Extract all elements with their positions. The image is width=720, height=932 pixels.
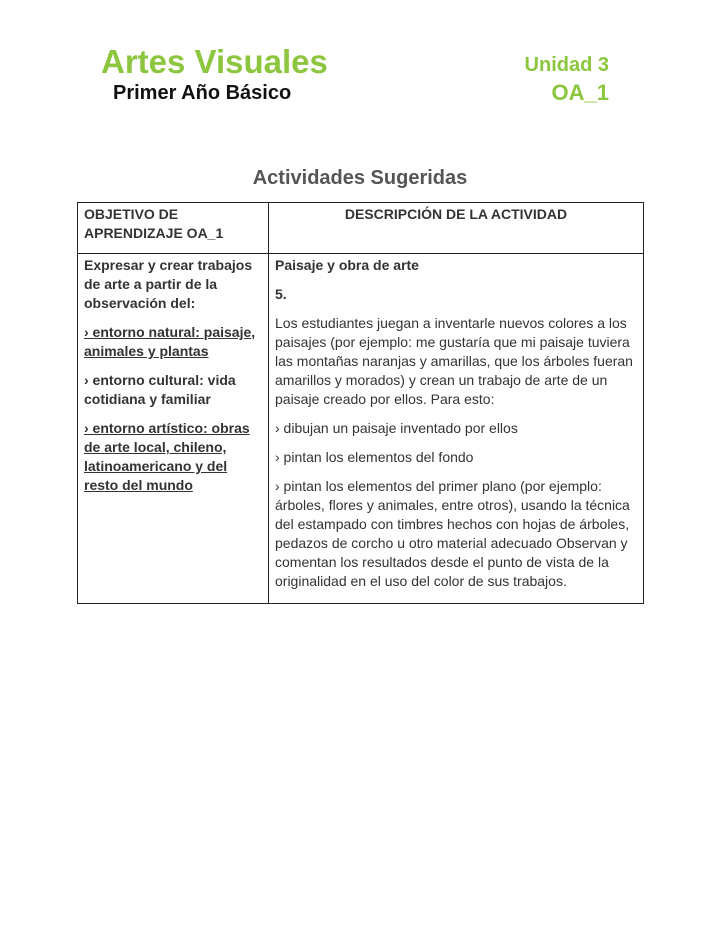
objective-item-cultural: › entorno cultural: vida cotidiana y familiar [84, 372, 236, 407]
activity-intro: Los estudiantes juegan a inventarle nuevos colores a los paisajes (por ejemplo: me gustaría que mi paisaje tuviera las montañas naranjas y amarillas, que los árboles fueran amarillos y morados) y crean un trabajo de arte de un paisaje creado por ellos. Para esto: [275, 315, 633, 407]
activity-step: › pintan los elementos del primer plano (por ejemplo: árboles, flores y animales, entre otros), usando la técnica del estampado con timbres hechos con hojas de árboles, pedazos de corcho u otro material adecuado Observan y comentan los resultados desde el punto de vista de la originalidad en el uso del color de sus trabajos. [275, 478, 630, 589]
activity-cell [269, 254, 644, 604]
activity-number: 5. [275, 286, 287, 302]
activity-header: DESCRIPCIÓN DE LA ACTIVIDAD [269, 203, 644, 254]
oa-label: OA_1 [551, 80, 609, 105]
table-row [78, 254, 644, 604]
unit-label: Unidad 3 [524, 54, 609, 76]
objective-item-natural: › entorno natural: paisaje, animales y plantas [84, 324, 256, 359]
objective-intro: Expresar y crear trabajos de arte a partir de la observación del: [84, 257, 253, 311]
activity-table [77, 202, 644, 604]
activity-title: Paisaje y obra de arte [275, 257, 419, 273]
document-title: Artes Visuales [101, 43, 328, 80]
section-title: Actividades Sugeridas [252, 167, 468, 189]
activity-step: › dibujan un paisaje inventado por ellos [275, 420, 518, 436]
document-subtitle: Primer Año Básico [113, 82, 292, 104]
objective-item-artistic: › entorno artístico: obras de arte local, chileno, latinoamericano y del resto del mundo [84, 420, 250, 493]
objective-cell [78, 254, 269, 604]
table-header-row [78, 203, 644, 254]
objective-header: OBJETIVO DE APRENDIZAJE OA_1 [78, 203, 269, 254]
activity-step: › pintan los elementos del fondo [275, 449, 474, 465]
